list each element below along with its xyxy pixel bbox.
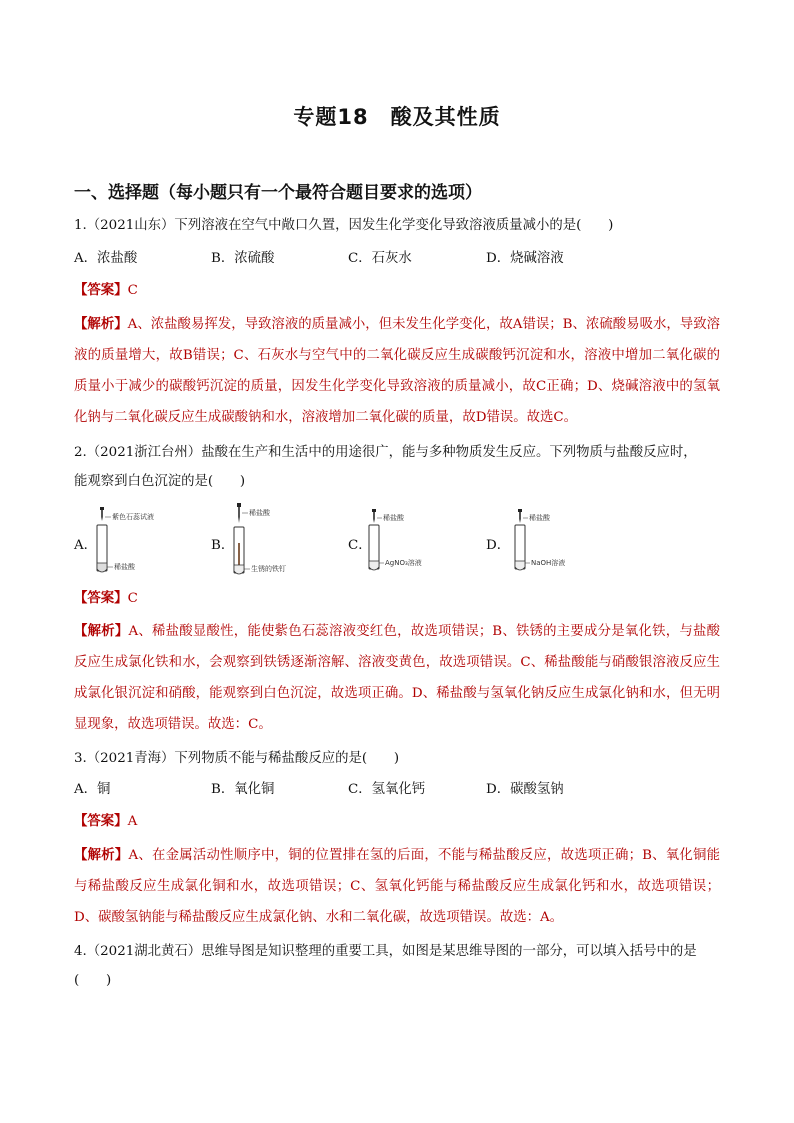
question-2-stem-line-2: 能观察到白色沉淀的是( ) <box>74 474 246 489</box>
question-2-options <box>74 503 724 583</box>
test-tube-diagram-d <box>512 503 632 583</box>
top-label-a: 紫色石蕊试液 <box>112 513 154 521</box>
explanation-text: A、浓盐酸易挥发，导致溶液的质量减小，但未发生化学变化，故A错误；B、浓硫酸易吸水，导致溶液的质量增大，故B错误；C、石灰水与空气中的二氧化碳反应生成碳酸钙沉淀和水，溶液中增加二氧化碳的质量小于减少的碳酸钙沉淀的质量，因发生化学变化导致溶液的质量减小，故C正确；D、烧碱溶液中的氢氧化钠与二氧化碳反应生成碳酸钠和水，溶液增加二氧化碳的质量，故D错误。故选C。 <box>74 317 720 425</box>
question-2-explanation <box>74 616 720 740</box>
question-4-stem-line-2: ( ) <box>74 973 112 988</box>
explanation-text: A、在金属活动性顺序中，铜的位置排在氢的后面，不能与稀盐酸反应，故选项正确；B、氧化铜能与稀盐酸反应生成氯化铜和水，故选项错误；C、氢氧化钙能与稀盐酸反应生成氯化钙和水，故选项错误；D、碳酸氢钠能与稀盐酸反应生成氯化钠、水和二氧化碳，故选项错误。故选：A。 <box>74 848 720 925</box>
bottom-label-b: 生锈的铁钉 <box>251 565 286 573</box>
answer-label: 【答案】 <box>74 814 128 829</box>
option-d: D．碳酸氢钠 <box>486 782 564 797</box>
explanation-label: 【解析】 <box>74 624 129 639</box>
bottom-label-c: AgNO₃溶液 <box>385 559 422 567</box>
option-b-diagram <box>211 503 351 583</box>
option-d: D．烧碱溶液 <box>486 251 564 266</box>
question-1-explanation <box>74 309 720 433</box>
answer-value: C <box>127 283 138 298</box>
top-label-b: 稀盐酸 <box>249 509 270 517</box>
option-b: B．氧化铜 <box>211 782 275 797</box>
explanation-text: A、稀盐酸显酸性，能使紫色石蕊溶液变红色，故选项错误；B、铁锈的主要成分是氧化铁，与盐酸反应生成氯化铁和水，会观察到铁锈逐渐溶解、溶液变黄色，故选项错误。C、稀盐酸能与硝酸银溶液反应生成氯化银沉淀和硝酸，能观察到白色沉淀，故选项正确。D、稀盐酸与氢氧化钠反应生成氯化钠和水，但无明显现象，故选项错误。故选：C。 <box>74 624 720 732</box>
question-2-stem-line-1: 2.（2021浙江台州）盐酸在生产和生活中的用途很广，能与多种物质发生反应。下列物质与盐酸反应时， <box>74 445 697 460</box>
option-b-letter: B． <box>211 538 235 553</box>
question-3-answer <box>74 812 724 832</box>
top-label-d: 稀盐酸 <box>529 514 550 522</box>
option-c-diagram <box>348 503 488 583</box>
option-c-letter: C． <box>348 538 372 553</box>
bottom-label-a: 稀盐酸 <box>114 563 135 571</box>
question-1-answer <box>74 281 724 301</box>
option-d-diagram <box>486 503 626 583</box>
test-tube-diagram-c <box>366 503 486 583</box>
answer-value: C <box>127 591 138 606</box>
option-c: C．石灰水 <box>348 251 412 266</box>
answer-label: 【答案】 <box>74 283 128 298</box>
answer-value: A <box>127 814 138 829</box>
option-a-letter: A． <box>74 538 98 553</box>
explanation-label: 【解析】 <box>74 317 128 332</box>
explanation-label: 【解析】 <box>74 848 129 863</box>
test-tube-diagram-a <box>94 503 214 583</box>
question-4-stem-line-1: 4.（2021湖北黄石）思维导图是知识整理的重要工具，如图是某思维导图的一部分，可以填入括号中的是 <box>74 944 697 959</box>
section-heading: 一、选择题（每小题只有一个最符合题目要求的选项） <box>74 183 482 203</box>
bottom-label-d: NaOH溶液 <box>531 559 566 567</box>
option-a: A．浓盐酸 <box>74 251 138 266</box>
answer-label: 【答案】 <box>74 591 128 606</box>
option-b: B．浓硫酸 <box>211 251 275 266</box>
question-3-explanation <box>74 840 720 933</box>
option-c: C．氢氧化钙 <box>348 782 426 797</box>
top-label-c: 稀盐酸 <box>383 514 404 522</box>
page-title: 专题18 酸及其性质 <box>293 105 501 129</box>
option-a-diagram <box>74 503 214 583</box>
option-d-letter: D． <box>486 538 511 553</box>
question-3-stem: 3.（2021青海）下列物质不能与稀盐酸反应的是( ) <box>74 751 400 766</box>
question-1-stem: 1.（2021山东）下列溶液在空气中敞口久置，因发生化学变化导致溶液质量减小的是( ) <box>74 218 614 233</box>
option-a: A．铜 <box>74 782 111 797</box>
question-2-answer <box>74 589 724 609</box>
test-tube-diagram-b <box>231 503 351 583</box>
